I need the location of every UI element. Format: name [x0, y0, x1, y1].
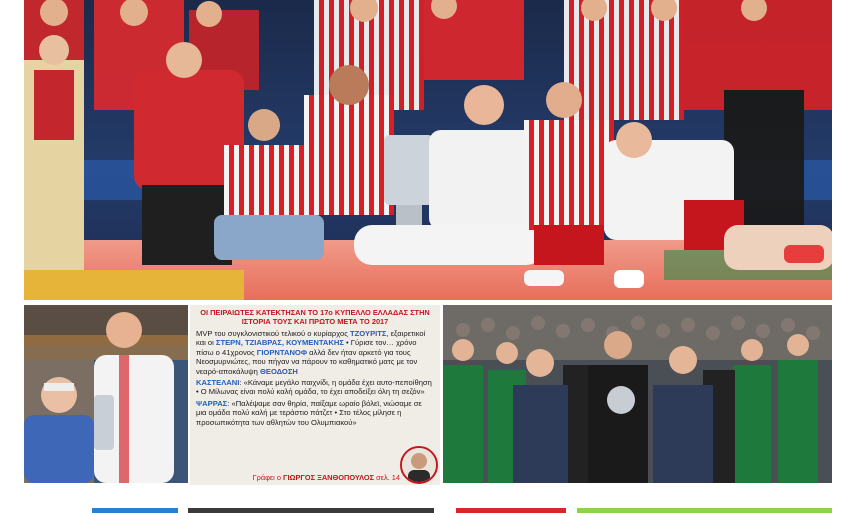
- article-headline: ΟΙ ΠΕΙΡΑΙΩΤΕΣ ΚΑΤΕΚΤΗΣΑΝ ΤΟ 17ο ΚΥΠΕΛΛΟ ΕΛΛΑΔΑΣ ΣΤΗΝ ΙΣΤΟΡΙΑ ΤΟΥΣ ΚΑΙ ΠΡΩΤΟ ΜΕΤΑ ΤΟ 2017: [200, 308, 430, 326]
- article-caption-panel: [190, 305, 440, 485]
- names-stern-tziavras-koumentakis: ΣΤΕΡΝ, ΤΖΙΑΒΡΑΣ, ΚΟΥΜΕΝΤΑΚΗΣ: [215, 338, 344, 348]
- name-jouritch: ΤΖΟΥΡΙΤΣ: [350, 329, 387, 338]
- photo-mvp-award: [24, 305, 188, 483]
- article-paragraph-psarras: ΨΑΡΡΑΣ: «Παλέψαμε σαν θηρία, παίξαμε ωραίο βόλεϊ, νιώσαμε σε μια ομάδα πολύ καλή με τεράστιο πάτζετ • Στο τέλος μίλησε η προσωπικότητα των αθλητών του Ολυμπιακού»: [196, 398, 422, 427]
- article-byline: Γράφει ο ΓΙΩΡΓΟΣ ΞΑΝΘΟΠΟΥΛΟΣ σελ. 14: [252, 472, 400, 482]
- article-paragraph-mvp: MVP του συγκλονιστικού τελικού ο κυρίαρχος ΤΖΟΥΡΙΤΣ, εξαιρετικοί και οι ΣΤΕΡΝ, ΤΖΙΑΒΡΑΣ, ΚΟΥΜΕΝΤΑΚΗΣ • Γύρισε τον… χρόνο πίσω ο 41χρονος ΓΙΟΡΝΤΑΝΟΦ αλλά δεν ήταν αρκετό για τους Νεοσμυρνιώτες, που πήγαν να πάρουν το καθηματικό ματς με τον νεαρό-αποκάλυψη ΘΕΟΔΟΣΗ: [196, 329, 426, 376]
- author-avatar: [400, 446, 438, 484]
- photo-milon-team-award: [443, 305, 832, 483]
- next-section-heading-fragment: [456, 508, 566, 513]
- name-psarras: ΨΑΡΡΑΣ: [196, 398, 228, 408]
- name-castellani: ΚΑΣΤΕΛΑΝΙ: [196, 378, 240, 388]
- name-theodosis: ΘΕΟΔΟΣΗ: [260, 366, 298, 376]
- name-jordanov: ΓΙΟΡΝΤΑΝΟΦ: [256, 347, 308, 357]
- author-name: ΓΙΩΡΓΟΣ ΞΑΝΘΟΠΟΥΛΟΣ: [283, 472, 375, 482]
- next-section-heading-fragment: [92, 508, 178, 513]
- hero-photo-olympiacos-celebration: [24, 0, 832, 300]
- article-paragraph-castellani: ΚΑΣΤΕΛΑΝΙ: «Κάναμε μεγάλο παιχνίδι, η ομάδα έχει αυτο-πεποίθηση • Ο Μίλωνας είναι πολύ καλή ομάδα, το έχει αποδείξει όλη τη σεζόν»: [196, 378, 432, 397]
- next-section-heading-fragment: [577, 508, 832, 513]
- next-section-heading-fragment: [188, 508, 434, 513]
